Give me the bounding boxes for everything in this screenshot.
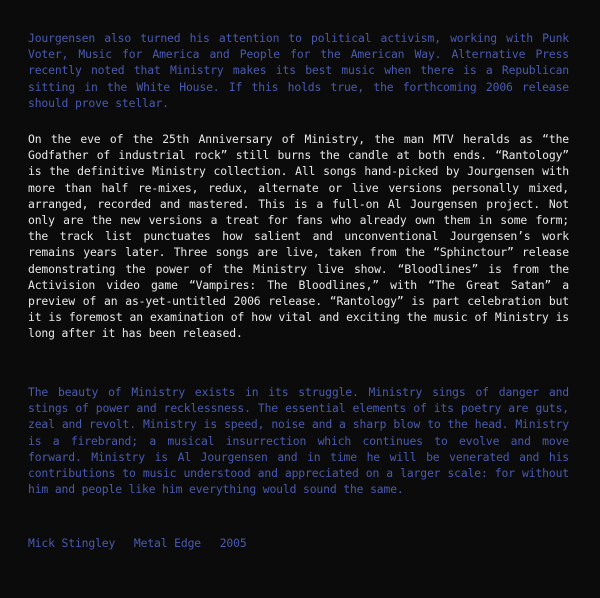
signature-publication: Metal Edge — [133, 536, 201, 550]
paragraph-beauty-of-ministry: The beauty of Ministry exists in its struggle. Ministry sings of danger and stings of power and recklessness. The essential elements of its poetry are guts, zeal and revolt. Ministry is speed, noise and a sharp blow to the head. Ministry is a firebrand; a musical insurrection which continues to evolve and move forward. Ministry is Al Jourgensen and in time he will be venerated and his contributions to music understood and appreciated on a larger scale: for without him and people like him everything would sound the same. — [28, 385, 569, 497]
signature-line — [28, 535, 569, 551]
signature-author: Mick Stingley — [28, 536, 116, 550]
paragraph-political-activism: Jourgensen also turned his attention to political activism, working with Punk Voter, Music for America and People for the American Way. Alternative Press recently noted that Ministry makes its best music when there is a Republican sitting in the White House. If this holds true, the forthcoming 2006 release should prove stellar. — [28, 31, 569, 110]
paragraph-rantology: On the eve of the 25th Anniversary of Ministry, the man MTV heralds as “the Godfather of industrial rock” still burns the candle at both ends. “Rantology” is the definitive Ministry collection. All songs hand-picked by Jourgensen with more than half re-mixes, redux, alternate or live versions personally mixed, arranged, recorded and mastered. This is a full-on Al Jourgensen project. Not only are the new versions a treat for fans who already own them in some form; the track list punctuates how salient and unconventional Jourgensen’s work remains years later. Three songs are live, taken from the “Sphinctour” release demonstrating the power of the Ministry live show. “Bloodlines” is from the Activision video game “Vampires: The Bloodlines,” with “The Great Satan” a preview of an as-yet-untitled 2006 release. “Rantology” is part celebration but it is foremost an examination of how vital and exciting the music of Ministry is long after it has been released. — [28, 132, 569, 341]
signature-year: 2005 — [219, 536, 247, 550]
